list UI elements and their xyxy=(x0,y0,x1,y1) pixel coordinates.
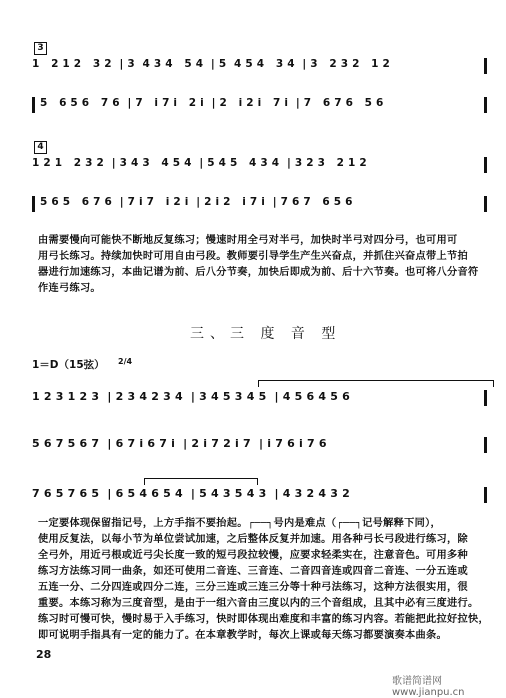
exercise-number-box: 4 xyxy=(34,141,47,154)
paragraph-line: 即可说明手指具有一定的能力了。在本章教学时，每次上课或每天练习都要演奏本曲条。 xyxy=(38,630,448,641)
final-barline xyxy=(484,157,487,173)
final-barline xyxy=(484,437,487,453)
final-barline xyxy=(484,196,487,212)
paragraph-line: 一定要体现保留指记号，上方手指不要抬起。┌──┐号内是难点（┌──┐记号解释下同）， xyxy=(38,518,441,529)
notation-line: 1 2 1 2 3 2 | 3 4 3 4 5 4 | 5 4 5 4 3 4 | 3 2 3 2 1 2 xyxy=(32,157,367,169)
paragraph-line: 练习时可慢可快，慢时易于入手练习，快时即体现出难度和丰富的练习内容。若能把此拉好拉快， xyxy=(38,614,489,625)
time-signature: 2/4 xyxy=(118,357,133,366)
difficulty-bracket xyxy=(258,380,494,387)
paragraph-line: 器进行加速练习，本曲记谱为前、后八分节奏，加快后即成为前、后十六节奏。也可将八分音符 xyxy=(38,267,479,278)
paragraph-line: 使用反复法，以每小节为单位尝试加速，之后整体反复并加速。用各种弓长弓段进行练习，除 xyxy=(38,534,468,545)
notation-line: 5 6 7 5 6 7 | 6 7 i 6 7 i | 2 i 7 2 i 7 | i 7 6 i 7 6 xyxy=(32,437,327,450)
section-title: 三、三 度 音 型 xyxy=(190,326,342,342)
repeat-barline xyxy=(32,196,35,212)
paragraph-line: 全弓外，用近弓根或近弓尖长度一致的短弓段拉较慢，应要求轻柔实在，注意音色。可用多种 xyxy=(38,550,468,561)
paragraph-line: 由需要慢向可能快不断地反复练习；慢速时用全弓对半弓，加快时半弓对四分弓，也可用可 xyxy=(38,235,458,246)
difficulty-bracket xyxy=(144,478,258,485)
notation-line: 1 2 3 1 2 3 | 2 3 4 2 3 4 | 3 4 5 3 4 5 | 4 5 6 4 5 6 xyxy=(32,390,351,403)
final-barline xyxy=(484,58,487,74)
instruction-paragraph xyxy=(38,516,500,644)
page-number: 28 xyxy=(36,648,52,661)
paragraph-line: 练习方法练习同一曲条，如还可使用二音连、三音连、二音四音连或四音二音连、一分五连或 xyxy=(38,566,468,577)
final-barline xyxy=(484,390,487,406)
key-signature: 1＝D（15弦） xyxy=(32,359,105,371)
final-barline xyxy=(484,487,487,503)
watermark: 歌谱简谱网 www.jianpu.cn xyxy=(392,676,465,698)
notation-line: 7 6 5 7 6 5 | 6 5 4 6 5 4 | 5 4 3 5 4 3 | 4 3 2 4 3 2 xyxy=(32,487,351,500)
paragraph-line: 作连弓练习。 xyxy=(38,283,101,294)
instruction-paragraph xyxy=(38,233,498,297)
paragraph-line: 五连一分、二分四连或四分二连，三分三连或三连三分等十种弓法练习，这种方法很实用，很 xyxy=(38,582,468,593)
notation-line: 5 6 5 6 7 6 | 7 i 7 i 2 i | 2 i 2 i 7 i | 7 6 7 6 5 6 xyxy=(40,196,353,208)
paragraph-line: 重要。本练习称为三度音型，是由于一组六音由三度以内的三个音组成，且其中必有三度进行。 xyxy=(38,598,479,609)
exercise-number-box: 3 xyxy=(34,42,47,55)
paragraph-line: 用弓长练习。持续加快时可用自由弓段。教师要引导学生产生兴奋点，并抓住兴奋点带上节拍 xyxy=(38,251,468,262)
repeat-barline xyxy=(32,97,35,113)
final-barline xyxy=(484,97,487,113)
notation-line: 1 2 1 2 3 2 | 3 4 3 4 5 4 | 5 4 5 4 3 4 | 3 2 3 2 1 2 xyxy=(32,58,391,70)
notation-line: 5 6 5 6 7 6 | 7 i 7 i 2 i | 2 i 2 i 7 i | 7 6 7 6 5 6 xyxy=(40,97,384,109)
